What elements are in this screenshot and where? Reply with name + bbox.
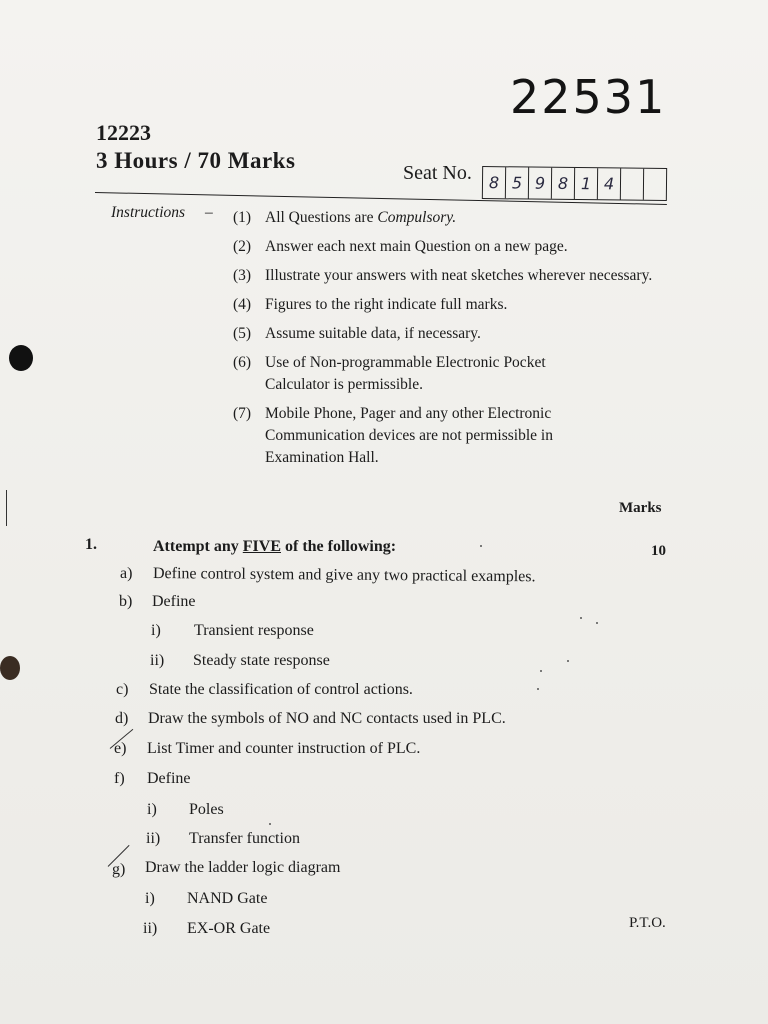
instruction-number: (2) [233, 238, 252, 255]
seat-digit: 8 [483, 167, 506, 198]
part-e-label: e) [114, 740, 127, 757]
part-a-text: Define control system and give any two practical examples. [152, 565, 536, 586]
instruction-text: Illustrate your answers with neat sketches wherever necessary. [265, 267, 653, 284]
part-d-label: d) [115, 710, 129, 727]
part-g-sub-text: EX-OR Gate [187, 920, 271, 937]
instruction-number: (4) [233, 296, 252, 313]
instruction-number: (3) [233, 267, 252, 284]
instructions-dash: – [205, 204, 213, 221]
part-a-label: a) [120, 565, 133, 582]
seat-digit: 1 [575, 168, 598, 199]
part-f-sub-label: i) [147, 801, 157, 818]
instruction-item [233, 265, 653, 287]
seat-digit: 5 [506, 167, 529, 198]
instruction-item [233, 403, 653, 469]
question-paper-code: 12223 [96, 120, 151, 145]
question-title-emphasis: FIVE [242, 538, 281, 555]
please-turn-over: P.T.O. [629, 915, 666, 931]
part-b-sub-label: ii) [150, 652, 165, 669]
part-c-label: c) [116, 681, 129, 698]
part-f-sub-text: Transfer function [189, 830, 300, 847]
part-f-text: Define [147, 770, 191, 787]
instruction-item [233, 207, 653, 229]
seat-digit: 4 [598, 168, 621, 199]
part-c-text: State the classification of control actions. [149, 681, 413, 698]
instruction-number: (5) [233, 325, 252, 342]
instruction-item [233, 236, 653, 258]
instruction-item [233, 323, 653, 345]
scan-speckle [567, 660, 569, 662]
question-title-post: of the following: [281, 538, 397, 555]
seat-digit [621, 168, 644, 199]
instruction-item [233, 294, 653, 316]
scan-speckle [596, 622, 598, 624]
instruction-text: Figures to the right indicate full marks. [265, 296, 508, 313]
seat-number-label: Seat No. [403, 162, 472, 184]
part-f-sub-text: Poles [189, 801, 224, 818]
instruction-text: Assume suitable data, if necessary. [265, 325, 481, 342]
part-b-sub-text: Transient response [194, 622, 314, 639]
part-b-sub-text: Steady state response [193, 652, 330, 669]
punch-hole-top [9, 345, 33, 371]
instruction-text: Use of Non-programmable Electronic Pocket Calculator is permissible. [265, 354, 546, 393]
scan-speckle [580, 617, 582, 619]
question-title [153, 538, 396, 556]
instruction-emphasis: Compulsory. [377, 209, 457, 226]
punch-hole-bottom [0, 656, 20, 680]
part-b-sub-label: i) [151, 622, 161, 639]
seat-digit: 9 [529, 168, 552, 199]
instruction-item [233, 352, 653, 396]
part-f-label: f) [114, 770, 125, 787]
part-g-sub-label: i) [145, 890, 155, 907]
question-marks: 10 [651, 543, 666, 559]
margin-bracket-mark [6, 490, 10, 526]
scan-speckle [540, 670, 542, 672]
part-g-sub-text: NAND Gate [187, 890, 268, 907]
instruction-number: (7) [233, 405, 252, 422]
instruction-text: Answer each next main Question on a new page. [265, 238, 568, 255]
instruction-text: Mobile Phone, Pager and any other Electronic Communication devices are not permissible in Examination Hall. [265, 405, 553, 466]
paper-code: 22531 [510, 70, 667, 124]
instruction-text: All Questions are [265, 209, 378, 226]
instructions-title: Instructions [111, 204, 186, 221]
part-f-sub-label: ii) [146, 830, 161, 847]
seat-number-boxes [482, 166, 667, 201]
part-b-label: b) [119, 593, 133, 610]
scan-speckle [537, 688, 539, 690]
part-b-text: Define [152, 593, 196, 610]
part-g-sub-label: ii) [143, 920, 158, 937]
part-d-text: Draw the symbols of NO and NC contacts used in PLC. [148, 710, 506, 727]
seat-digit [644, 169, 666, 200]
scan-speckle [480, 545, 482, 547]
part-e-text: List Timer and counter instruction of PLC. [147, 740, 421, 757]
instructions-list [233, 207, 653, 476]
seat-digit: 8 [552, 168, 575, 199]
marks-column-heading: Marks [619, 500, 662, 516]
duration-and-marks: 3 Hours / 70 Marks [96, 148, 296, 173]
part-g-text: Draw the ladder logic diagram [145, 859, 341, 876]
question-title-pre: Attempt any [153, 538, 243, 555]
question-number: 1. [85, 536, 97, 553]
instruction-number: (6) [233, 354, 252, 371]
scan-speckle [269, 823, 271, 825]
instruction-number: (1) [233, 209, 252, 226]
part-g-label: g) [112, 861, 126, 878]
